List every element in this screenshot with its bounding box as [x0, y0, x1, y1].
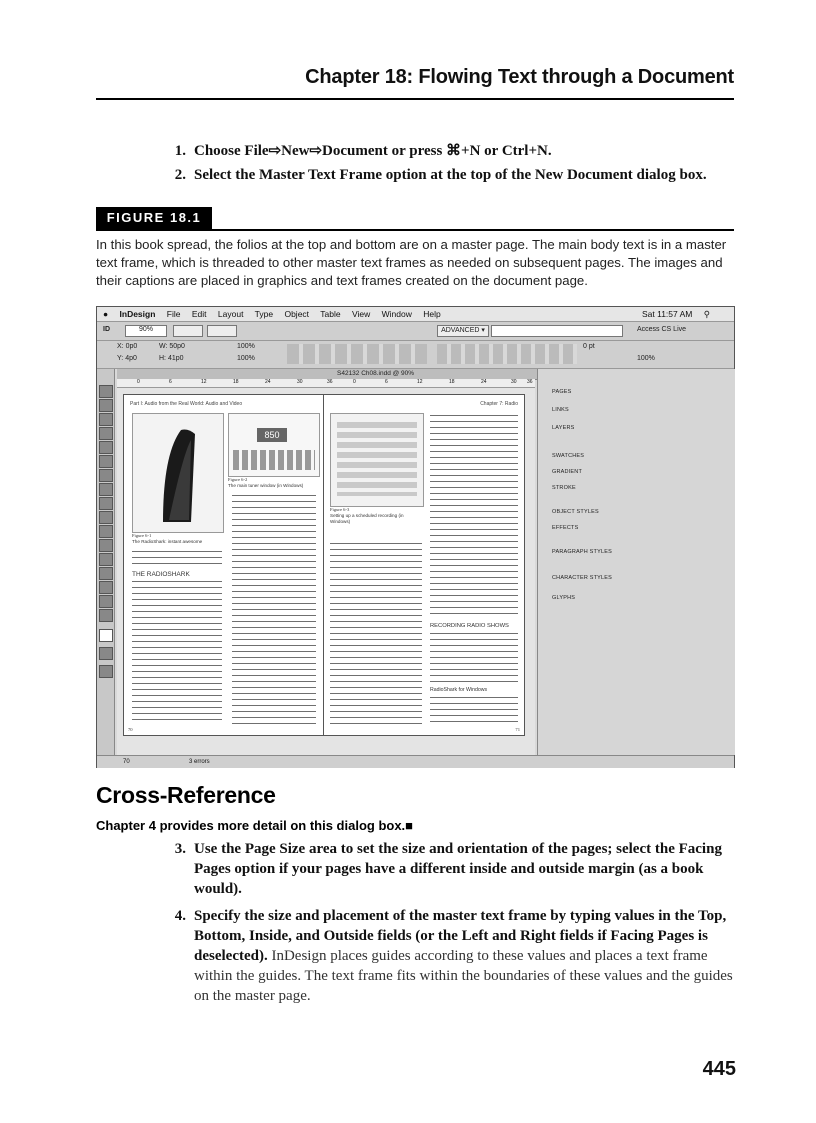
cross-reference-text: Chapter 4 provides more detail on this dialog box.■ [96, 818, 414, 833]
left-folio: 70 [128, 727, 133, 732]
radioshark-image[interactable] [132, 413, 224, 533]
rectangle-frame-tool-icon[interactable] [99, 497, 113, 510]
gradient-tool-icon[interactable] [99, 553, 113, 566]
panel-pages[interactable]: PAGES [552, 389, 572, 395]
step-number: 3. [174, 841, 186, 857]
hand-tool-icon[interactable] [99, 595, 113, 608]
subhead-recording: RECORDING RADIO SHOWS [430, 623, 509, 629]
step-text: Use the Page Size area to set the size and orientation of the pages; select the Facing Pages option if your pages have a different inside and outside margin (as a book would). [194, 841, 722, 897]
tuner-window-image[interactable] [228, 413, 320, 477]
right-page[interactable] [323, 394, 525, 736]
subhead-radioshark: THE RADIOSHARK [132, 571, 190, 578]
radioshark-shape [133, 414, 223, 532]
access-cs-live[interactable]: Access CS Live [637, 326, 687, 333]
scheduled-recording-image[interactable] [330, 413, 424, 507]
page-number: 445 [702, 1058, 736, 1080]
fill-stroke-swatch-icon[interactable] [99, 629, 113, 642]
type-tool-icon[interactable] [99, 441, 113, 454]
body-text-column[interactable] [430, 695, 518, 725]
body-text-column[interactable] [132, 549, 222, 567]
dialog-controls [337, 422, 417, 496]
chapter-title: Chapter 18: Flowing Text through a Document [305, 66, 734, 88]
menu-help[interactable]: Help [423, 309, 441, 319]
left-page[interactable] [123, 394, 325, 736]
pencil-tool-icon[interactable] [99, 483, 113, 496]
panel-swatches[interactable]: SWATCHES [552, 453, 585, 459]
figure-6-2-caption: The main tuner window (in Windows) [228, 483, 304, 488]
figure-6-1-label: Figure 6-1 [132, 533, 152, 538]
menu-edit[interactable]: Edit [191, 309, 207, 319]
body-text-column[interactable] [330, 541, 422, 725]
spotlight-icon[interactable]: ⚲ [703, 309, 710, 319]
direct-selection-tool-icon[interactable] [99, 399, 113, 412]
document-title: S42132 Ch08.indd @ 90% [337, 370, 415, 377]
formatting-affects-container-icon[interactable] [99, 647, 113, 660]
scale-x-field[interactable]: 100% [237, 343, 255, 350]
step-number: 1. [174, 143, 186, 159]
figure-caption: In this book spread, the folios at the top and bottom are on a master page. The main body text is in a master text frame, which is threaded to other master text frames as needed on subsequent pages. The images and their captions are placed in graphics and text frames created on the document page. [96, 237, 727, 288]
h-field[interactable]: 41p0 [167, 355, 184, 362]
transform-controls[interactable] [287, 344, 427, 364]
view-mode-icon[interactable] [99, 665, 113, 678]
figure-rule [96, 229, 734, 231]
indesign-screenshot [96, 306, 735, 768]
menu-layout[interactable]: Layout [217, 309, 244, 319]
menu-indesign[interactable]: InDesign [119, 309, 156, 319]
step-4 [164, 906, 744, 1026]
step-text: Select the Master Text Frame option at the top of the New Document dialog box. [194, 167, 707, 183]
line-tool-icon[interactable] [99, 455, 113, 468]
step-3 [164, 839, 744, 903]
free-transform-tool-icon[interactable] [99, 539, 113, 552]
menu-object[interactable]: Object [284, 309, 310, 319]
step-1 [164, 141, 744, 161]
panel-glyphs[interactable]: GLYPHS [552, 595, 576, 601]
figure-6-2-label: Figure 6-2 [228, 477, 248, 482]
cross-reference-heading: Cross-Reference [96, 782, 276, 808]
step-number: 4. [174, 908, 186, 924]
left-running-head: Part I: Audio from the Real World: Audio and Video [130, 401, 243, 407]
figure-6-3-label: Figure 6-3 [330, 507, 350, 512]
stroke-weight-field[interactable]: 0 pt [583, 343, 595, 350]
zoom-tool-icon[interactable] [99, 609, 113, 622]
body-text-column[interactable] [132, 579, 222, 725]
body-text-column[interactable] [232, 493, 316, 725]
figure-6-1-caption: The RadioShark: instant awesome [132, 539, 203, 544]
tools-panel [97, 369, 115, 755]
step-explanation: InDesign places guides according to these values and places a text frame within the guides. The text frame fits within the boundaries of these values and the guides on the master page. [194, 948, 733, 1004]
page-tool-icon[interactable] [99, 413, 113, 426]
panel-object-styles[interactable]: OBJECT STYLES [552, 509, 599, 515]
panel-paragraph-styles[interactable]: PARAGRAPH STYLES [552, 549, 612, 555]
subhead-windows: RadioShark for Windows [430, 687, 488, 693]
right-running-head: Chapter 7: Radio [480, 401, 518, 407]
tuner-controls [233, 450, 315, 470]
step-number: 2. [174, 167, 186, 183]
workspace-switcher[interactable]: ADVANCED ▾ [437, 325, 489, 337]
page-number-field[interactable]: 70 [123, 759, 130, 765]
rectangle-tool-icon[interactable] [99, 511, 113, 524]
menu-view[interactable]: View [351, 309, 371, 319]
figure-label: FIGURE 18.1 [96, 207, 212, 229]
id-logo-icon: ID [103, 326, 110, 333]
panel-character-styles[interactable]: CHARACTER STYLES [552, 575, 613, 581]
panels-dock [537, 369, 735, 755]
menu-type[interactable]: Type [254, 309, 274, 319]
note-tool-icon[interactable] [99, 567, 113, 580]
selection-tool-icon[interactable] [99, 385, 113, 398]
menu-window[interactable]: Window [381, 309, 412, 319]
header-rule [96, 98, 734, 100]
step-text: Choose File⇨New⇨Document or press ⌘+N or Ctrl+N. [194, 143, 552, 159]
panel-gradient[interactable]: GRADIENT [552, 469, 583, 475]
figure-6-3-caption: Setting up a scheduled recording (in Windows) [330, 513, 404, 524]
pen-tool-icon[interactable] [99, 469, 113, 482]
body-text-column[interactable] [430, 413, 518, 619]
screen-mode-icon[interactable] [207, 325, 237, 337]
panel-effects[interactable]: EFFECTS [552, 525, 579, 531]
opacity-field[interactable]: 100% [637, 355, 655, 362]
status-bar [97, 755, 734, 768]
panel-stroke[interactable]: STROKE [552, 485, 576, 491]
eyedropper-tool-icon[interactable] [99, 581, 113, 594]
horizontal-ruler: 0 6 12 18 24 30 36 0 6 12 18 24 30 36 [117, 379, 535, 388]
menu-table[interactable]: Table [320, 309, 341, 319]
apple-icon: ● [103, 309, 109, 319]
x-field[interactable]: 0p0 [125, 343, 138, 350]
scissors-tool-icon[interactable] [99, 525, 113, 538]
menu-file[interactable]: File [166, 309, 181, 319]
fill-stroke-controls[interactable] [437, 344, 577, 364]
pasteboard [117, 388, 535, 756]
search-input[interactable] [491, 325, 623, 337]
clock: Sat 11:57 AM [641, 309, 693, 319]
preflight-status[interactable]: 3 errors [189, 759, 210, 765]
gap-tool-icon[interactable] [99, 427, 113, 440]
panel-links[interactable]: LINKS [552, 407, 569, 413]
panel-layers[interactable]: LAYERS [552, 425, 575, 431]
body-text-column[interactable] [430, 631, 518, 683]
application-bar [97, 322, 734, 341]
y-field[interactable]: 4p0 [125, 355, 137, 362]
tuner-display: 850 [257, 428, 287, 442]
zoom-select[interactable]: 90% [125, 325, 167, 337]
w-field[interactable]: 50p0 [169, 343, 185, 350]
right-folio: 71 [515, 727, 520, 732]
mac-menubar [97, 307, 734, 322]
step-2 [164, 165, 744, 185]
scale-y-field[interactable]: 100% [237, 355, 255, 362]
control-panel: X: 0p0 Y: 4p0 W: 50p0 H: 41p0 100% 100% 0 pt 100% [97, 341, 734, 369]
step-text: Specify the size and placement of the master text frame by typing values in the Top, Bottom, Inside, and Outside fields (or the Left and Right fields if Facing Pages is deselected). [194, 908, 727, 964]
view-options-icon[interactable] [173, 325, 203, 337]
